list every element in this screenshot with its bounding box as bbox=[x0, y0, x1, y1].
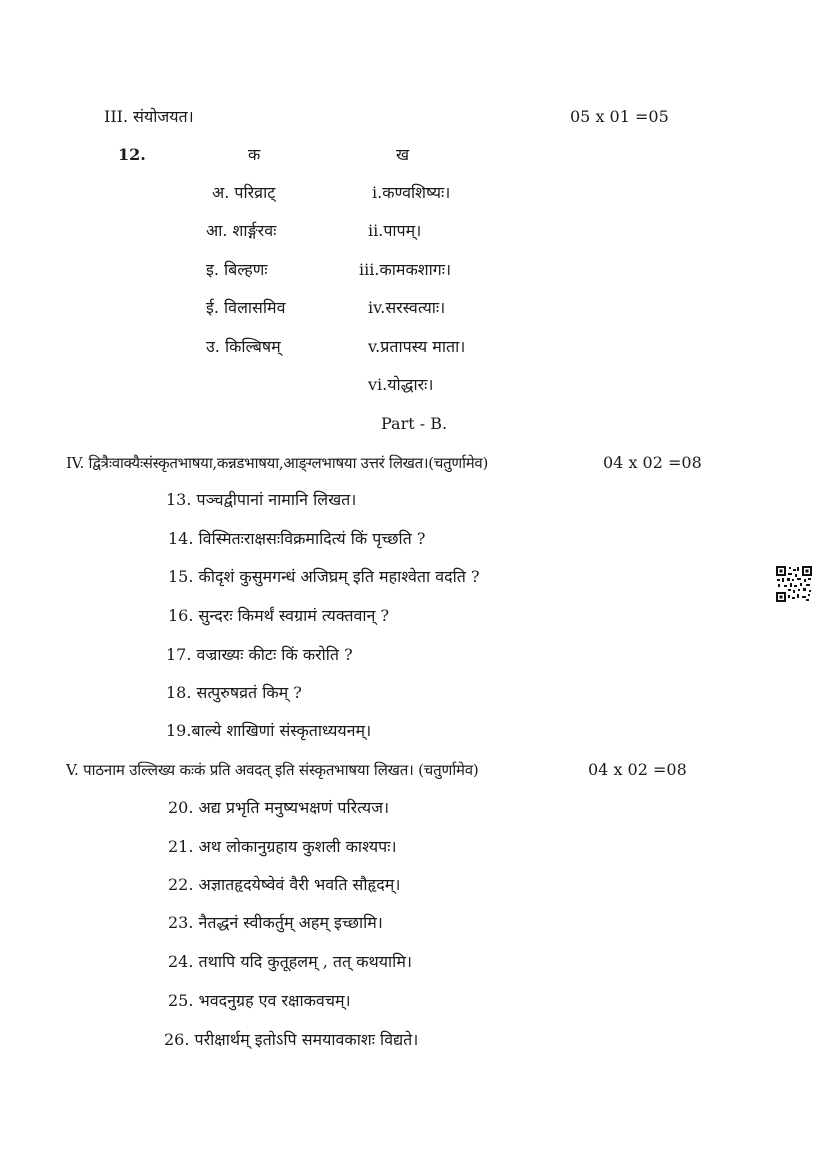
question-item: 13. पञ्चद्वीपानां नामानि लिखत। bbox=[166, 490, 357, 509]
match-left-item: अ. परिव्राट् bbox=[212, 183, 276, 202]
question-item: 16. सुन्दरः किमर्थं स्वग्रामं त्यक्तवान् ? bbox=[168, 606, 390, 625]
match-left-item: इ. बिल्हणः bbox=[206, 260, 268, 279]
question-item: 22. अज्ञातहृदयेष्वेवं वैरी भवति सौहृदम्। bbox=[168, 875, 401, 894]
match-left-item: उ. किल्बिषम् bbox=[206, 337, 281, 356]
question-item: 26. परीक्षार्थम् इतोऽपि समयावकाशः विद्यते। bbox=[164, 1030, 419, 1049]
section-3-heading: III. संयोजयत। bbox=[104, 107, 194, 126]
match-right-item: i.कण्वशिष्यः। bbox=[372, 183, 451, 202]
question-item: 21. अथ लोकानुग्रहाय कुशली काश्यपः। bbox=[168, 837, 397, 856]
question-12-number: 12. bbox=[118, 145, 146, 164]
question-item: 19.बाल्ये शाखिणां संस्कृताध्ययनम्। bbox=[166, 721, 372, 740]
column-kha-header: ख bbox=[396, 145, 410, 164]
column-ka-header: क bbox=[248, 145, 261, 164]
qr-code-icon bbox=[776, 566, 812, 602]
part-b-title: Part - B. bbox=[381, 414, 448, 433]
question-item: 14. विस्मितःराक्षसःविक्रमादित्यं किं पृच्छति ? bbox=[168, 529, 426, 548]
question-item: 18. सत्पुरुषव्रतं किम् ? bbox=[166, 683, 302, 702]
section-5-marks: 04 x 02 =08 bbox=[588, 760, 687, 779]
match-left-item: आ. शार्ङ्गरवः bbox=[206, 221, 277, 240]
question-item: 17. वज्राख्यः कीटः किं करोति ? bbox=[166, 645, 353, 664]
question-item: 23. नैतद्धनं स्वीकर्तुम् अहम् इच्छामि। bbox=[168, 913, 383, 932]
match-left-item: ई. विलासमिव bbox=[206, 298, 286, 317]
section-5-heading: V. पाठनाम उल्लिख्य कःकं प्रति अवदत् इति संस्कृतभाषया लिखत। (चतुर्णामेव) bbox=[66, 761, 479, 779]
match-right-item: iv.सरस्वत्याः। bbox=[368, 298, 446, 317]
section-4-heading: IV. द्वित्रैःवाक्यैःसंस्कृतभाषया,कन्नडभाषया,आङ्ग्लभाषया उत्तरं लिखत।(चतुर्णामेव) bbox=[66, 454, 489, 472]
match-right-item: ii.पापम्। bbox=[368, 221, 422, 240]
section-4-marks: 04 x 02 =08 bbox=[603, 453, 702, 472]
match-right-item: iii.कामकशागः। bbox=[359, 260, 452, 279]
question-item: 25. भवदनुग्रह एव रक्षाकवचम्। bbox=[168, 991, 351, 1010]
match-right-item: vi.योद्धारः। bbox=[368, 375, 434, 394]
match-right-item: v.प्रतापस्य माता। bbox=[368, 337, 466, 356]
question-item: 15. कीदृशं कुसुमगन्धं अजिघ्रम् इति महाश्वेता वदति ? bbox=[168, 567, 480, 586]
question-item: 20. अद्य प्रभृति मनुष्यभक्षणं परित्यज। bbox=[168, 798, 390, 817]
question-item: 24. तथापि यदि कुतूहलम् , तत् कथयामि। bbox=[168, 952, 412, 971]
section-3-marks: 05 x 01 =05 bbox=[570, 107, 669, 126]
